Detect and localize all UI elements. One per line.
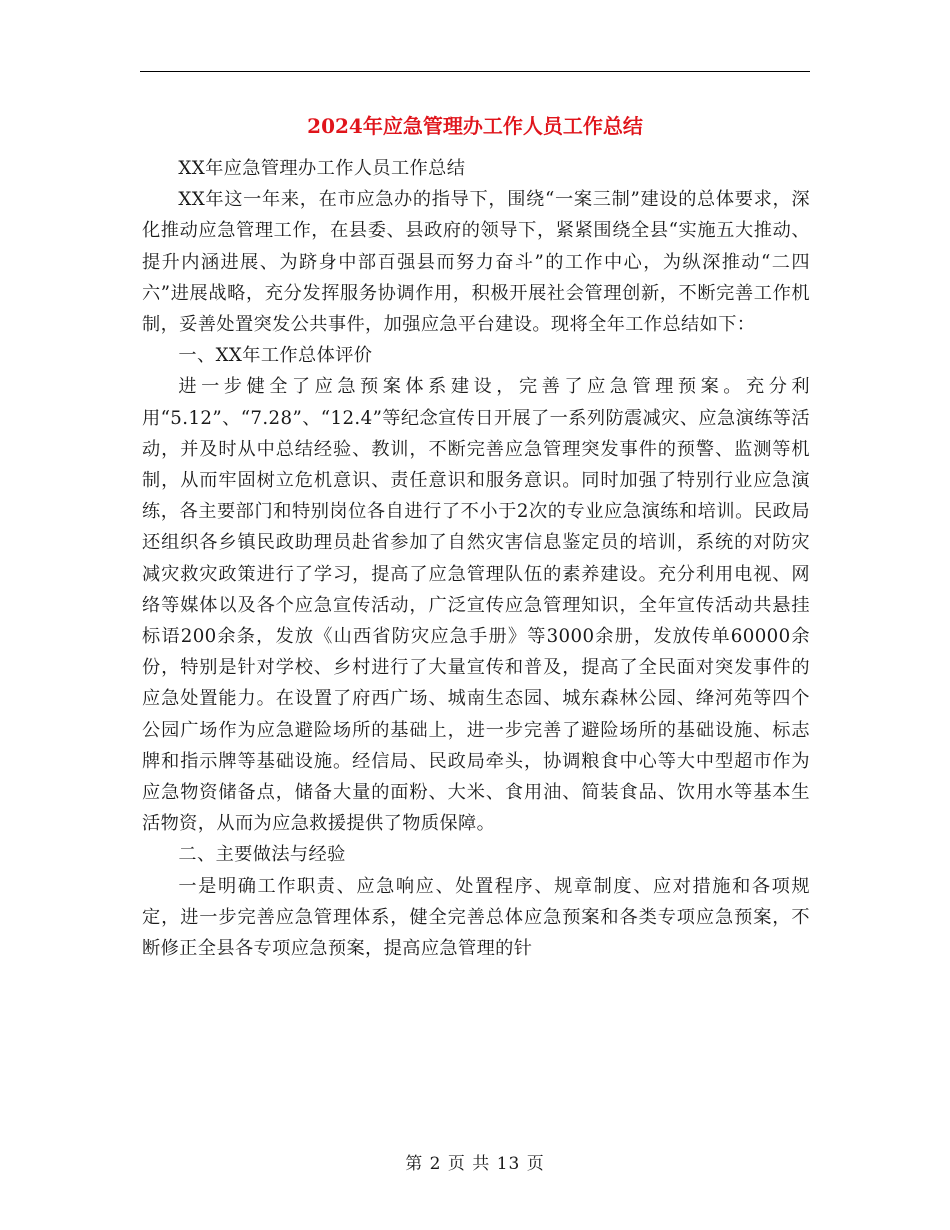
section-paragraph-2: 一是明确工作职责、应急响应、处置程序、规章制度、应对措施和各项规定，进一步完善应急管理体系，健全完善总体应急预案和各类专项应急预案，不断修正全县各专项应急预案，提高应急管理的针 [142,875,810,960]
section-heading-1: 一、XX年工作总体评价 [178,345,373,367]
intro-paragraph: XX年这一年来，在市应急办的指导下，围绕“一案三制”建设的总体要求，深化推动应急管理工作，在县委、县政府的领导下，紧紧围绕全县“实施五大推动、提升内涵进展、为跻身中部百强县而努力奋斗”的工作中心，为纵深推动“二四六”进展战略，充分发挥服务协调作用，积极开展社会管理创新，不断完善工作机制，妥善处置突发公共事件，加强应急平台建设。现将全年工作总结如下： [142,189,810,336]
page-number: 第 2 页 共 13 页 [405,1154,545,1174]
section-paragraph-1: 进一步健全了应急预案体系建设，完善了应急管理预案。充分利用“5.12”、“7.28”、“12.4”等纪念宣传日开展了一系列防震减灾、应急演练等活动，并及时从中总结经验、教训，不断完善应急管理突发事件的预警、监测等机制，从而牢固树立危机意识、责任意识和服务意识。同时加强了特别行业应急演练，各主要部门和特别岗位各自进行了不小于2次的专业应急演练和培训。民政局还组织各乡镇民政助理员赴省参加了自然灾害信息鉴定员的培训，系统的对防灾减灾救灾政策进行了学习，提高了应急管理队伍的素养建设。充分利用电视、网络等媒体以及各个应急宣传活动，广泛宣传应急管理知识，全年宣传活动共悬挂标语200余条，发放《山西省防灾应急手册》等3000余册，发放传单60000余份，特别是针对学校、乡村进行了大量宣传和普及，提高了全民面对突发事件的应急处置能力。在设置了府西广场、城南生态园、城东森林公园、绛河苑等四个公园广场作为应急避险场所的基础上，进一步完善了避险场所的基础设施、标志牌和指示牌等基础设施。经信局、民政局牵头，协调粮食中心等大中型超市作为应急物资储备点，储备大量的面粉、大米、食用油、简装食品、饮用水等基本生活物资，从而为应急救援提供了物质保障。 [142,376,810,835]
section-heading-2: 二、主要做法与经验 [178,844,346,866]
header-rule [140,71,810,72]
document-body [142,153,810,964]
document-title: 2024年应急管理办工作人员工作总结 [307,114,643,138]
document-subtitle: XX年应急管理办工作人员工作总结 [178,158,466,179]
